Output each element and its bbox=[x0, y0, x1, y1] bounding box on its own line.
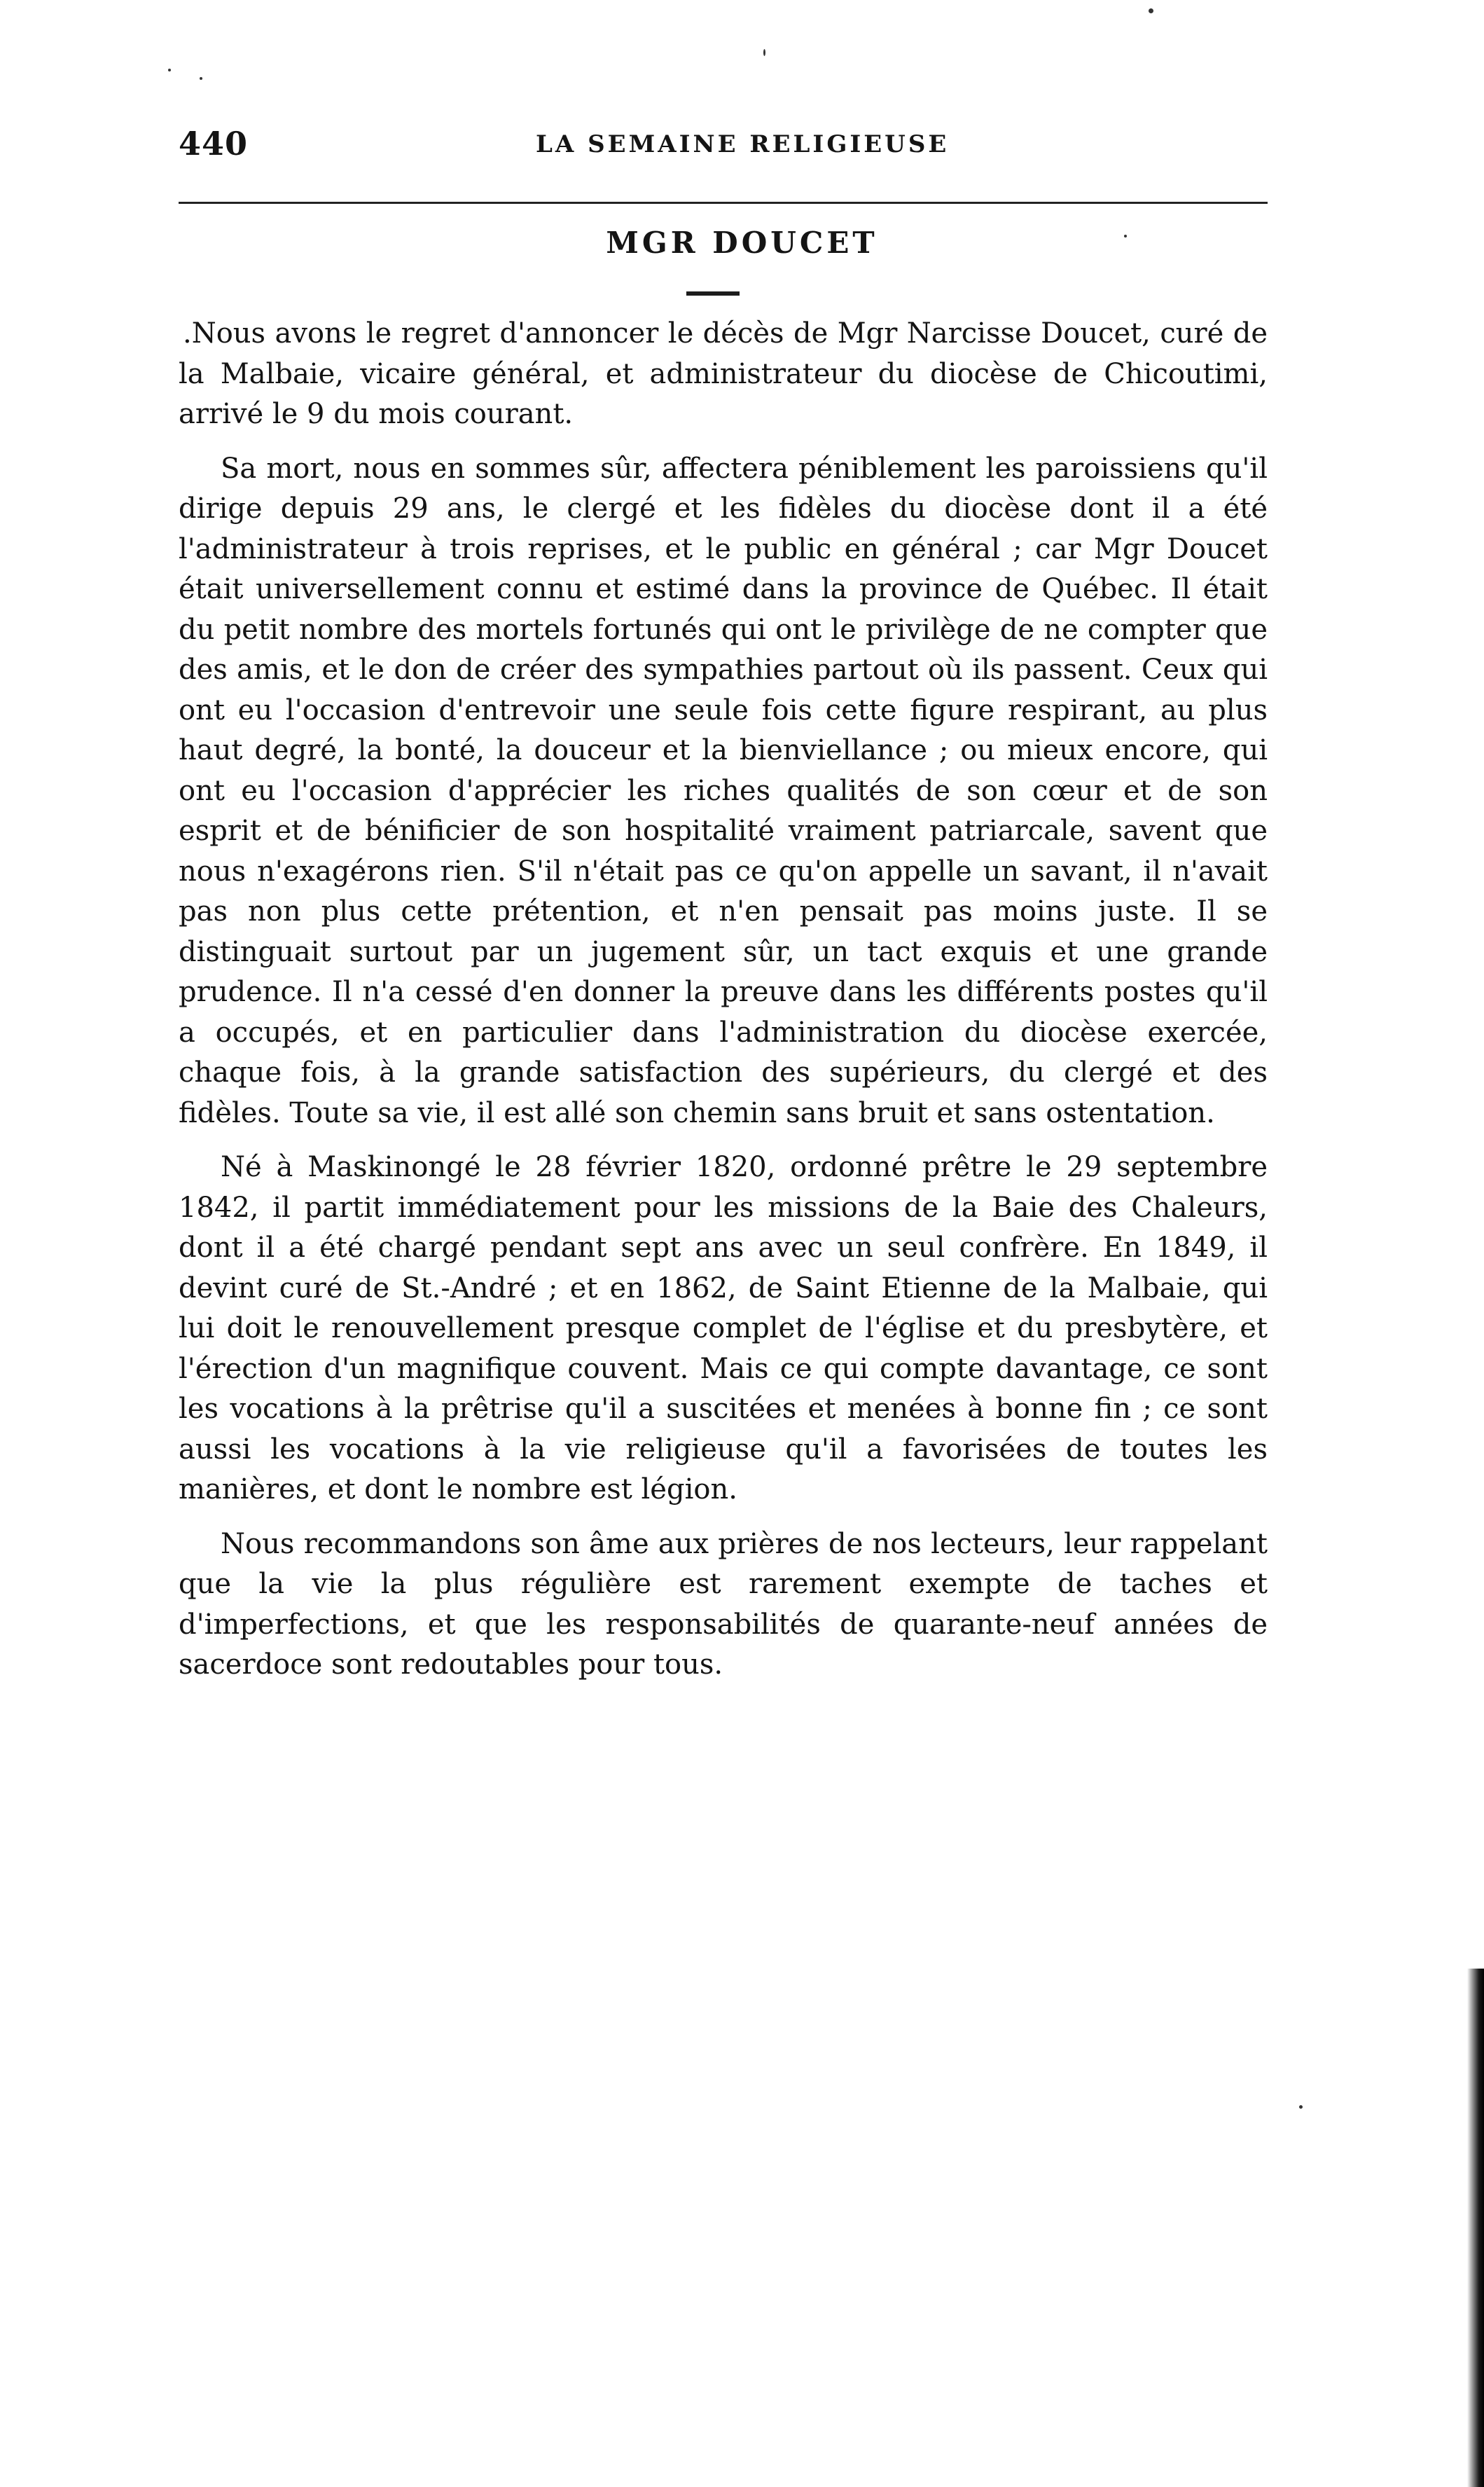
paragraph-3: Né à Maskinongé le 28 février 1820, ordonné prêtre le 29 septembre 1842, il partit immédiatement pour les missions de la Baie des Chaleurs, dont il a été chargé pendant sept ans avec un seul confrère. En 1849, il devint curé de St.-André ; et en 1862, de Saint Etienne de la Malbaie, qui lui doit le renouvellement presque complet de l'église et du presbytère, et l'érection d'un magnifique couvent. Mais ce qui compte davantage, ce sont les vocations à la prêtrise qu'il a suscitées et menées à bonne fin ; ce sont aussi les vocations à la vie religieuse qu'il a favorisées de toutes les manières, et dont le nombre est légion. bbox=[179, 1151, 1268, 1506]
title-divider bbox=[686, 291, 740, 296]
header-rule bbox=[179, 202, 1268, 204]
ink-speck bbox=[168, 69, 171, 71]
article-body bbox=[179, 314, 1268, 1700]
page-binding-shadow bbox=[1467, 1969, 1484, 2487]
paragraph-2: Sa mort, nous en sommes sûr, affectera péniblement les paroissiens qu'il dirige depuis 29 ans, le clergé et les fidèles du diocèse dont il a été l'administrateur à trois reprises, et le public en général ; car Mgr Doucet était universellement connu et estimé dans la province de Québec. Il était du petit nombre des mortels fortunés qui ont le privilège de ne compter que des amis, et le don de créer des sympathies partout où ils passent. Ceux qui ont eu l'occasion d'entrevoir une seule fois cette figure respirant, au plus haut degré, la bonté, la douceur et la bienviellance ; ou mieux encore, qui ont eu l'occasion d'apprécier les riches qualités de son cœur et de son esprit et de bénificier de son hospitalité vraiment patriarcale, savent que nous n'exagérons rien. S'il n'était pas ce qu'on appelle un savant, il n'avait pas non plus cette prétention, et n'en pensait pas moins juste. Il se distinguait surtout par un jugement sûr, un tact exquis et une grande prudence. Il n'a cessé d'en donner la preuve dans les différents postes qu'il a occupés, et en particulier dans l'administration du diocèse exercée, chaque fois, à la grande satisfaction des supérieurs, du clergé et des fidèles. Toute sa vie, il est allé son chemin sans bruit et sans ostentation. bbox=[179, 452, 1268, 1129]
ink-speck bbox=[200, 77, 202, 80]
page-number: 440 bbox=[179, 125, 249, 163]
paragraph-1: .Nous avons le regret d'annoncer le décès de Mgr Narcisse Doucet, curé de la Malbaie, vicaire général, et administrateur du diocèse de Chicoutimi, arrivé le 9 du mois courant. bbox=[179, 317, 1268, 430]
paragraph-4: Nous recommandons son âme aux prières de nos lecteurs, leur rappelant que la vie la plus régulière est rarement exempte de taches et d'imperfections, et que les responsabilités de quarante-neuf années de sacerdoce sont redoutables pour tous. bbox=[179, 1527, 1268, 1681]
article-title: MGR DOUCET bbox=[606, 226, 878, 260]
ink-speck bbox=[763, 49, 765, 56]
ink-speck bbox=[1124, 235, 1127, 237]
ink-speck bbox=[1299, 2105, 1303, 2109]
running-head: LA SEMAINE RELIGIEUSE bbox=[536, 130, 950, 158]
ink-speck bbox=[1149, 8, 1153, 13]
page-header bbox=[179, 125, 1268, 174]
